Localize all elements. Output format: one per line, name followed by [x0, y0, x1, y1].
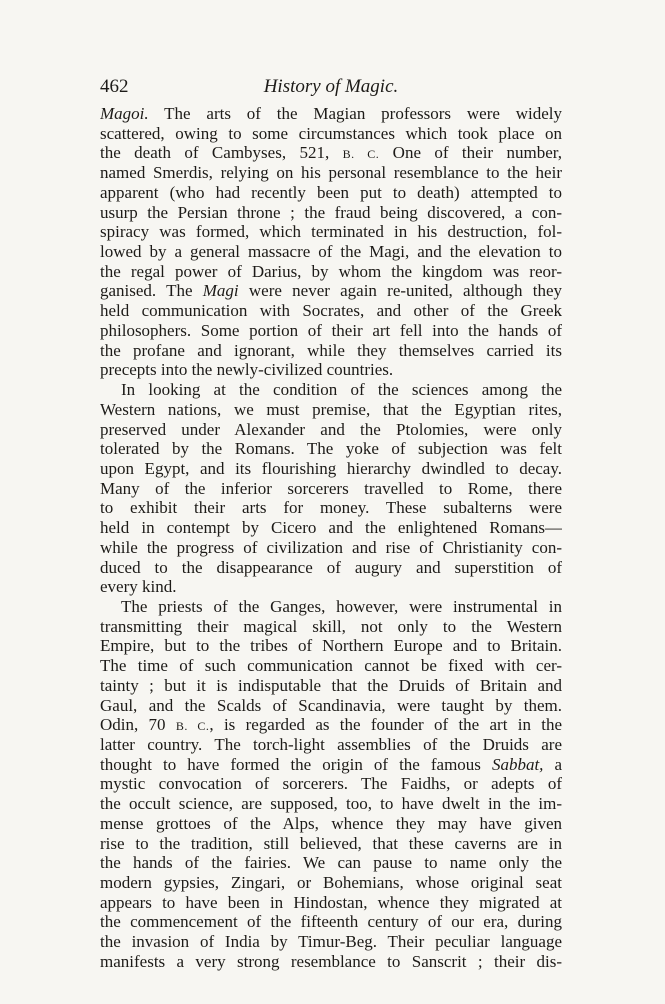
- text-line: duced to the disappearance of augury and superstition of: [100, 557, 562, 577]
- text-line: Gaul, and the Scalds of Scandinavia, were taught by them.: [100, 695, 562, 715]
- text-line: appears to have been in Hindostan, whence they migrated at: [100, 892, 562, 912]
- text-line: ganised. The Magi were never again re-united, although they: [100, 281, 562, 301]
- text-line: Many of the inferior sorcerers travelled to Rome, there: [100, 478, 562, 498]
- text-line: the invasion of India by Timur-Beg. Their peculiar language: [100, 932, 562, 952]
- text-line: while the progress of civilization and rise of Christianity con-: [100, 537, 562, 557]
- text-line: tainty ; but it is indisputable that the Druids of Britain and: [100, 675, 562, 695]
- text-line: spiracy was formed, which terminated in his destruction, fol-: [100, 222, 562, 242]
- text-line: The priests of the Ganges, however, were instrumental in: [121, 596, 562, 616]
- text-line: rise to the tradition, still believed, that these caverns are in: [100, 833, 562, 853]
- text-line: Magoi. The arts of the Magian professors were widely: [100, 104, 562, 123]
- text-line: Empire, but to the tribes of Northern Europe and to Britain.: [100, 636, 562, 656]
- text-line: thought to have formed the origin of the famous Sabbat, a: [100, 754, 562, 774]
- text-line: modern gypsies, Zingari, or Bohemians, whose original seat: [100, 873, 562, 893]
- text-line: preserved under Alexander and the Ptolomies, were only: [100, 419, 562, 439]
- text-line: the commencement of the fifteenth century of our era, during: [100, 912, 562, 932]
- text-line: scattered, owing to some circumstances which took place on: [100, 123, 562, 143]
- text-line: the occult science, are supposed, too, to have dwelt in the im-: [100, 794, 562, 814]
- text-line: philosophers. Some portion of their art fell into the hands of: [100, 320, 562, 340]
- text-line: held communication with Socrates, and other of the Greek: [100, 301, 562, 321]
- text-line: transmitting their magical skill, not only to the Western: [100, 616, 562, 636]
- text-line: held in contempt by Cicero and the enlightened Romans—: [100, 518, 562, 538]
- text-line: apparent (who had recently been put to death) attempted to: [100, 182, 562, 202]
- text-line: every kind.: [100, 577, 177, 597]
- text-line: latter country. The torch-light assemblies of the Druids are: [100, 735, 562, 754]
- text-line: the death of Cambyses, 521, B. C. One of their number,: [100, 143, 562, 163]
- text-line: the regal power of Darius, by whom the kingdom was reor-: [100, 261, 562, 281]
- text-line: precepts into the newly-civilized countries.: [100, 360, 394, 380]
- text-line: usurp the Persian throne ; the fraud being discovered, a con-: [100, 202, 562, 222]
- text-line: Odin, 70 B. C., is regarded as the founder of the art in the: [100, 715, 562, 735]
- page-header: [100, 76, 562, 100]
- text-line: named Smerdis, relying on his personal resemblance to the heir: [100, 163, 562, 183]
- text-line: lowed by a general massacre of the Magi, and the elevation to: [100, 242, 562, 262]
- text-line: mense grottoes of the Alps, whence they may have given: [100, 813, 562, 833]
- text-line: In looking at the condition of the sciences among the: [121, 380, 562, 400]
- page-number: 462: [100, 76, 129, 97]
- text-line: the profane and ignorant, while they themselves carried its: [100, 340, 562, 360]
- body-text: [100, 104, 562, 972]
- text-line: tolerated by the Romans. The yoke of subjection was felt: [100, 439, 562, 459]
- text-line: The time of such communication cannot be fixed with cer-: [100, 656, 562, 676]
- running-title: History of Magic.: [263, 76, 399, 97]
- text-line: manifests a very strong resemblance to Sanscrit ; their dis-: [100, 951, 562, 971]
- text-line: Western nations, we must premise, that the Egyptian rites,: [100, 399, 562, 419]
- text-line: mystic convocation of sorcerers. The Faidhs, or adepts of: [100, 774, 562, 794]
- text-line: the hands of the fairies. We can pause to name only the: [100, 853, 562, 873]
- text-line: upon Egypt, and its flourishing hierarchy dwindled to decay.: [100, 458, 562, 478]
- text-line: to exhibit their arts for money. These subalterns were: [100, 498, 562, 518]
